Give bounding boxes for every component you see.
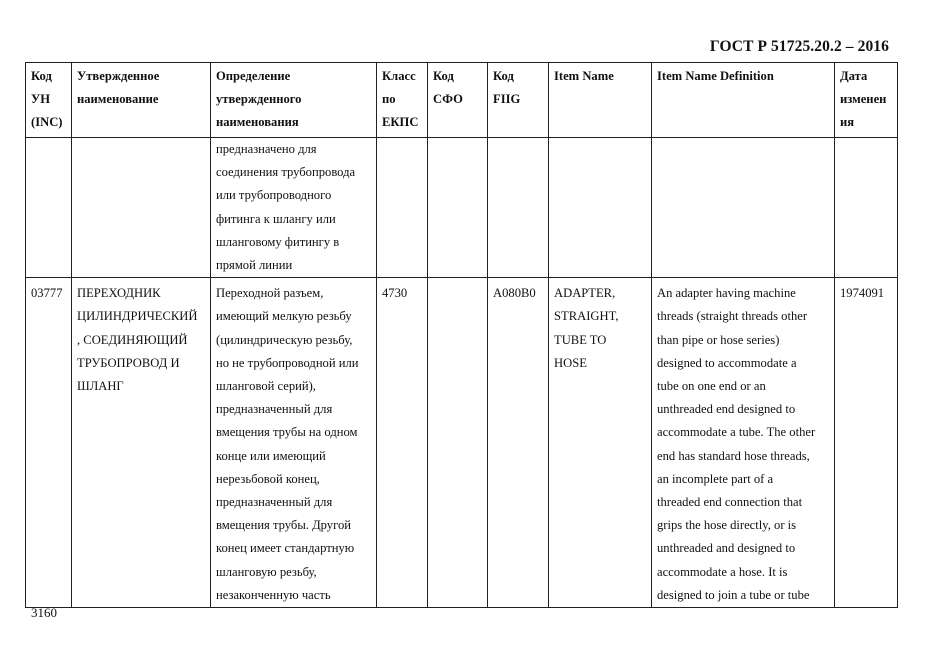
table-row (26, 278, 898, 608)
cell-change-date: 1974091 (835, 278, 898, 608)
cell-item-name-definition: An adapter having machine threads (straight threads other than pipe or hose series) designed to accommodate a tube on one end or an unthreaded end designed to accommodate a tube. The other end has standard hose threads, an incomplete part of a threaded end connection that grips the hose directly, or is unthreaded and designed to accommodate a hose. It is designed to join a tube or tube (652, 278, 835, 608)
cell-item-name (549, 138, 652, 278)
cell-item-name-definition (652, 138, 835, 278)
cell-change-date (835, 138, 898, 278)
cell-ekps-class: 4730 (377, 278, 428, 608)
cell-approved-name: ПЕРЕХОДНИК ЦИЛИНДРИЧЕСКИЙ , СОЕДИНЯЮЩИЙ ТРУБОПРОВОД И ШЛАНГ (72, 278, 211, 608)
table-header-row (26, 63, 898, 138)
cell-inc-code (26, 138, 72, 278)
header-item-name-definition: Item Name Definition (652, 63, 835, 138)
cell-fiig-code: A080B0 (488, 278, 549, 608)
header-ekps-class: Класс по ЕКПС (377, 63, 428, 138)
table-row (26, 138, 898, 278)
cell-definition: предназначено для соединения трубопровода или трубопроводного фитинга к шлангу или шланговому фитингу в прямой линии (211, 138, 377, 278)
cell-ekps-class (377, 138, 428, 278)
header-definition: Определение утвержденного наименования (211, 63, 377, 138)
cell-definition: Переходной разъем, имеющий мелкую резьбу (цилиндрическую резьбу, но не трубопроводной или шланговой серий), предназначенный для вмещения трубы на одном конце или имеющий нерезьбовой конец, предназначенный для вмещения трубы. Другой конец имеет стандартную шланговую резьбу, незаконченную часть (211, 278, 377, 608)
cell-sfo-code (428, 138, 488, 278)
header-inc-code: Код УН (INC) (26, 63, 72, 138)
header-change-date: Дата изменен ия (835, 63, 898, 138)
classification-table (25, 62, 898, 608)
cell-sfo-code (428, 278, 488, 608)
cell-approved-name (72, 138, 211, 278)
header-item-name: Item Name (549, 63, 652, 138)
header-fiig-code: Код FIIG (488, 63, 549, 138)
header-approved-name: Утвержденное наименование (72, 63, 211, 138)
cell-inc-code: 03777 (26, 278, 72, 608)
document-standard-header: ГОСТ Р 51725.20.2 – 2016 (709, 38, 889, 55)
page-number: 3160 (31, 605, 57, 620)
cell-fiig-code (488, 138, 549, 278)
header-sfo-code: Код СФО (428, 63, 488, 138)
cell-item-name: ADAPTER, STRAIGHT, TUBE TO HOSE (549, 278, 652, 608)
